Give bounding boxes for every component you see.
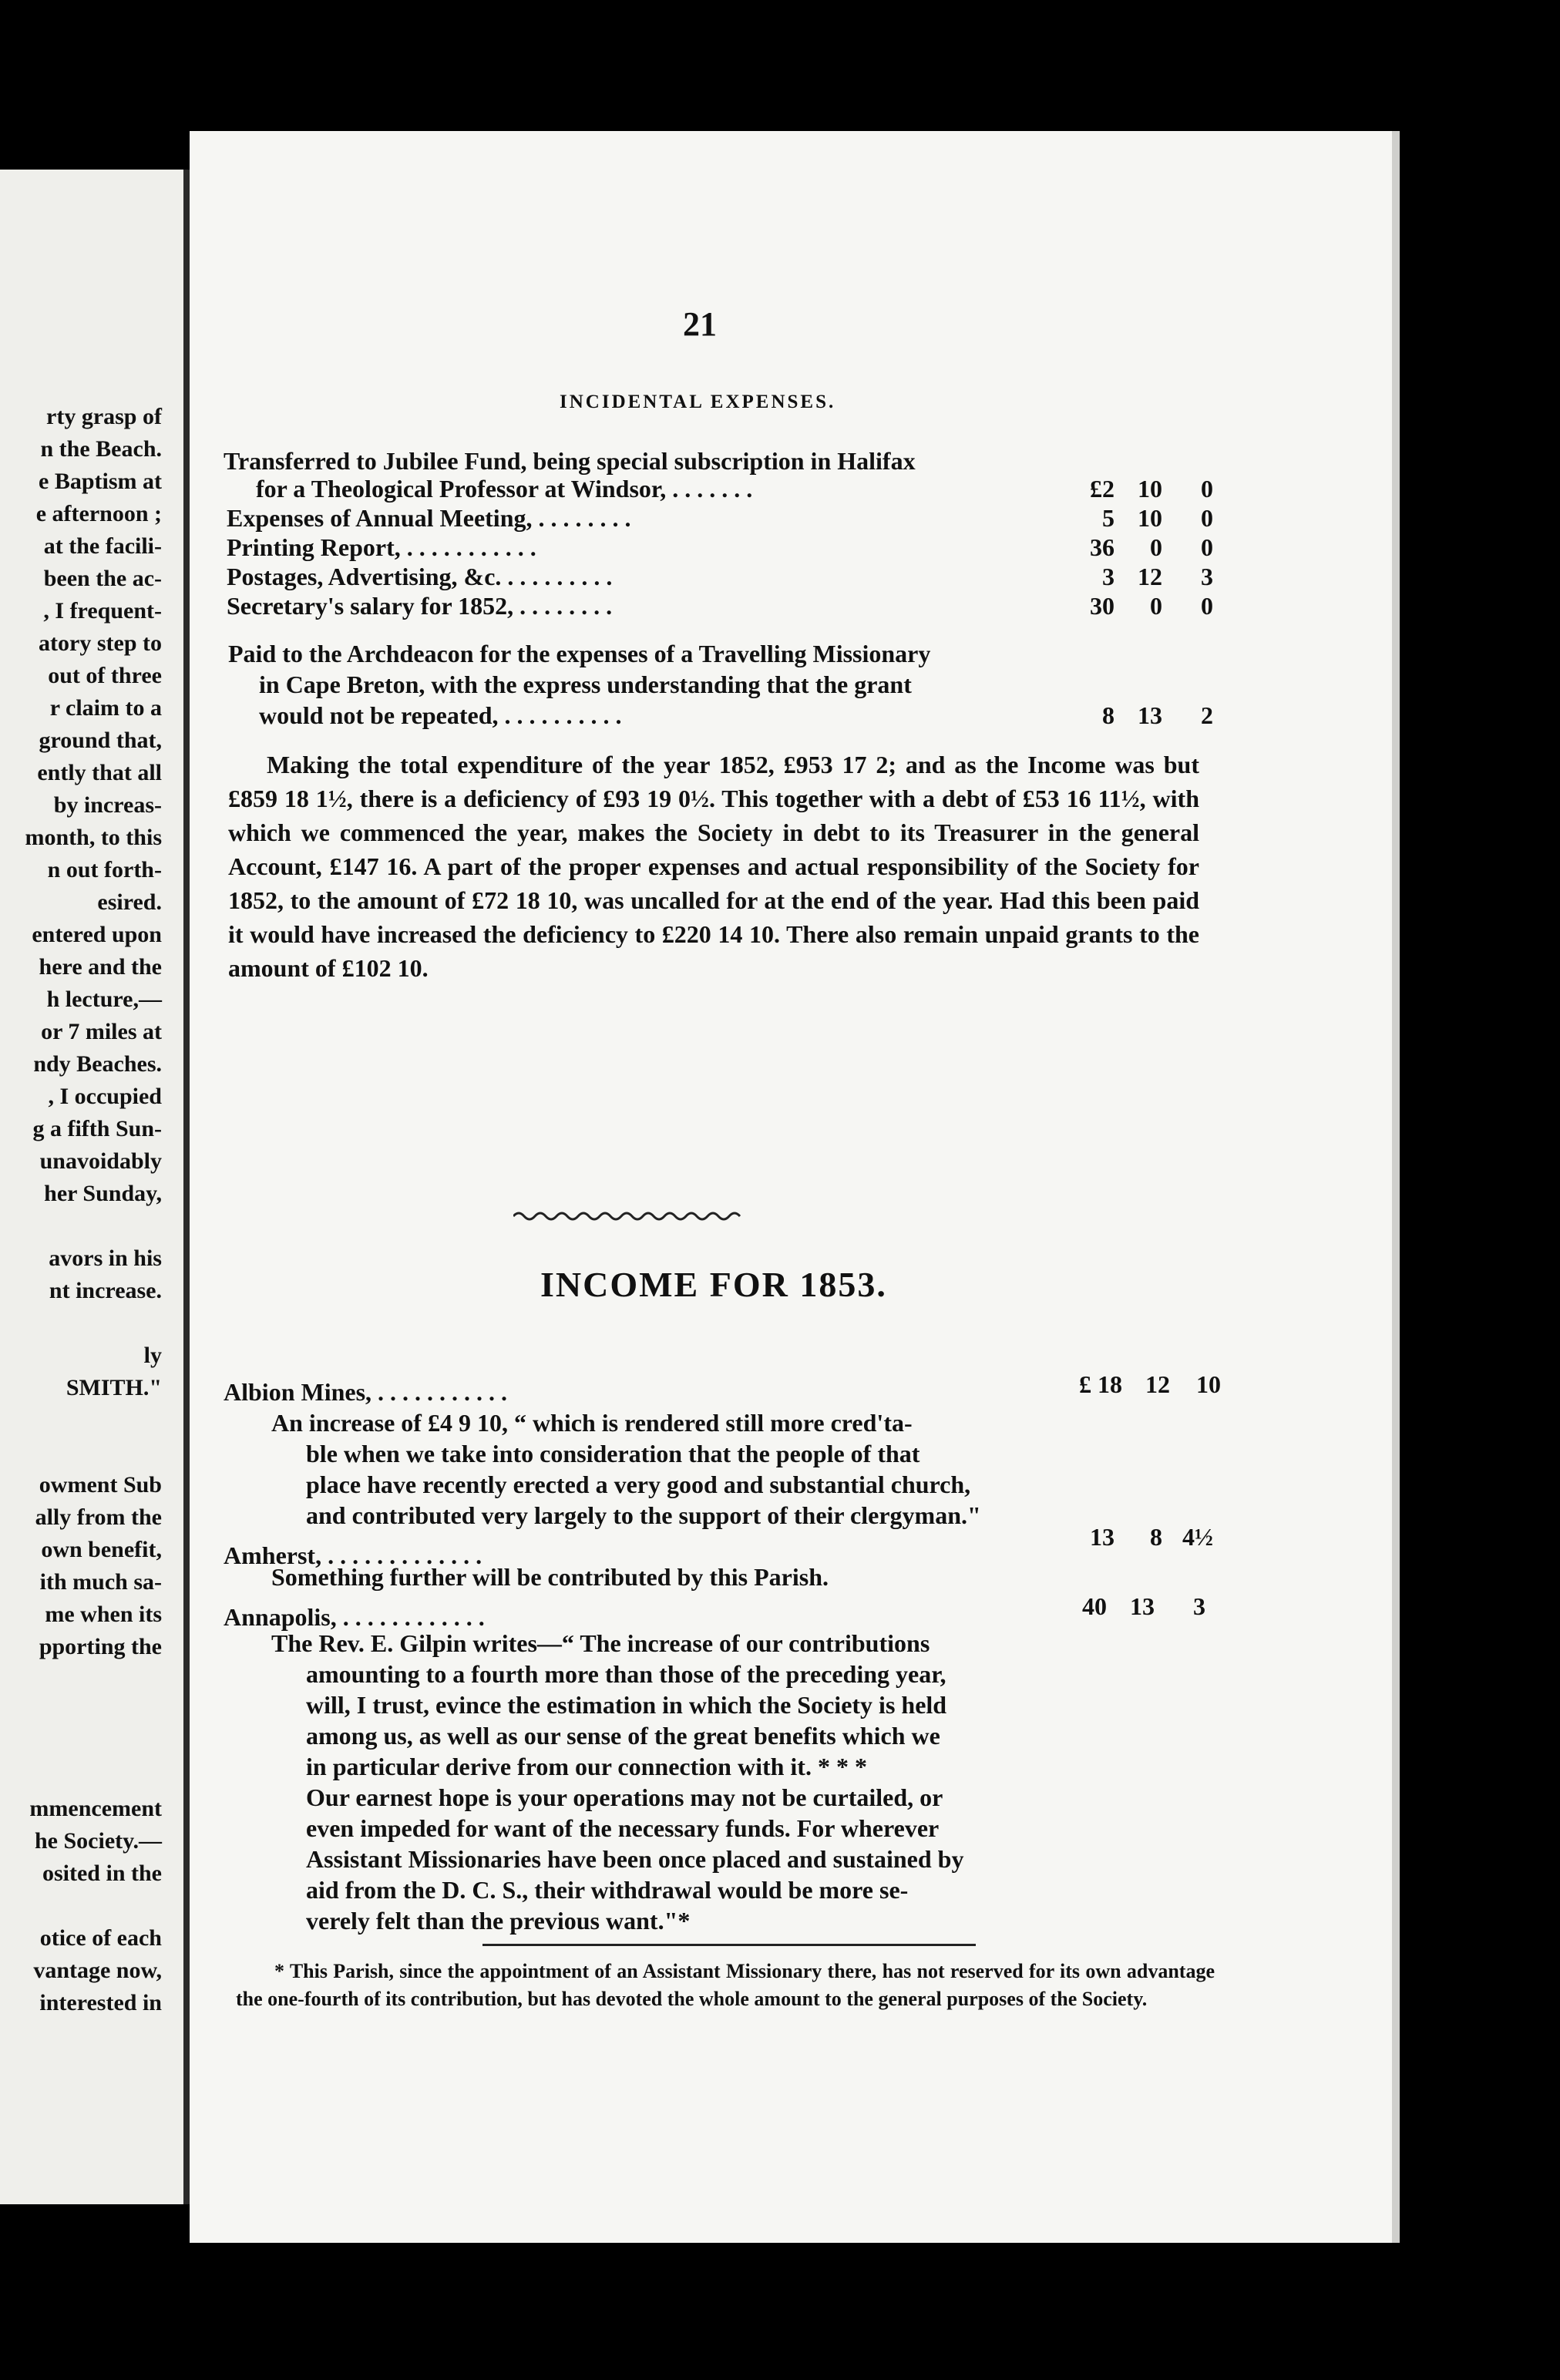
left-page-line: rty grasp of (46, 404, 162, 429)
left-page-line: pporting the (39, 1634, 162, 1659)
left-page-line: own benefit, (41, 1537, 162, 1562)
left-page-line: otice of each (39, 1925, 162, 1951)
left-page-line: vantage now, (33, 1958, 162, 1983)
left-page-line (25, 1210, 162, 1242)
item-line: Expenses of Annual Meeting, . . . . . . . . (227, 504, 631, 532)
item-line: would not be repeated, . . . . . . . . . . (259, 701, 622, 729)
footnote: * This Parish, since the appointment of an Assistant Missionary there, has not reserved for its own advantage the one-fourth of its contribution, but has devoted the whole amount to the general purposes of the Society. (236, 1960, 1215, 2010)
left-page-line (25, 1663, 162, 1696)
left-page-line (25, 1728, 162, 1760)
amount: 40 13 3 (1082, 1592, 1205, 1620)
page-number: 21 (683, 305, 717, 343)
left-page-line: esired. (97, 889, 162, 915)
left-page-line: r claim to a (49, 695, 162, 721)
left-page-line: e afternoon ; (35, 501, 162, 526)
item-line: Paid to the Archdeacon for the expenses of a Travelling Missionary (228, 640, 931, 667)
footnote-rule (482, 1944, 976, 1946)
left-page-line (25, 1890, 162, 1922)
left-page-line: ndy Beaches. (33, 1051, 162, 1077)
left-page-line (25, 1437, 162, 1469)
income-note: The Rev. E. Gilpin writes—“ The increase of our contributions amounting to a fourth more than those of the preceding year, will, I trust, evince the estimation in which the Society is held among us, as well as our sense of the great benefits which we in particular derive from our connection with it. * * * Our earnest hope is your operations may not be curtailed, or even impeded for want of the necessary funds. For wherever Assistant Missionaries have been once placed and sustained by aid from the D. C. S., their withdrawal would be more se- verely felt than the previous want."* (271, 1629, 964, 1935)
left-page (0, 170, 183, 2204)
left-page-line: by increas- (53, 792, 162, 818)
amount: 36 0 0 (1090, 533, 1213, 561)
left-page-line: osited in the (42, 1861, 162, 1886)
left-page-line: h lecture,— (46, 987, 162, 1012)
incidental-heading: INCIDENTAL EXPENSES. (560, 392, 836, 412)
page (190, 131, 1392, 2243)
item-line: Postages, Advertising, &c. . . . . . . . . . (227, 563, 613, 590)
item-line: in Cape Breton, with the express understanding that the grant (259, 671, 912, 698)
left-page-line: owment Sub (39, 1472, 162, 1498)
left-page-line: ally from the (35, 1504, 162, 1530)
income-place: Albion Mines, . . . . . . . . . . . (224, 1378, 508, 1406)
left-page-line (25, 1404, 162, 1437)
left-page-line: e Baptism at (39, 469, 162, 494)
left-page-line: nt increase. (49, 1278, 162, 1303)
left-page-line: n out forth- (47, 857, 162, 882)
income-note: Something further will be contributed by this Parish. (271, 1563, 829, 1591)
amount: 8 13 2 (1102, 701, 1213, 729)
deficiency-paragraph: Making the total expenditure of the year 1852, £953 17 2; and as the Income was but £859 18 1½, there is a deficiency of £93 19 0½. This together with a debt of £53 16 11½, with which we commenced the year, makes the Society in debt to its Treasurer in the general Account, £147 16. A part of the proper expenses and actual responsibility of the Society for 1852, to the amount of £72 18 10, was uncalled for at the end of the year. Had this been paid it would have increased the deficiency to £220 14 10. There also remain unpaid grants to the amount of £102 10. (228, 751, 1199, 982)
left-page-line: me when its (45, 1602, 162, 1627)
left-page-line: entered upon (32, 922, 162, 947)
left-page-line: atory step to (39, 630, 162, 656)
item-line: Printing Report, . . . . . . . . . . . (227, 533, 536, 561)
left-page-line: ly (143, 1343, 162, 1368)
item-line: Secretary's salary for 1852, . . . . . . . . (227, 592, 613, 620)
left-page-line: month, to this (25, 825, 162, 850)
income-note: An increase of £4 9 10, “ which is rendered still more cred'ta- ble when we take into consideration that the people of that place have recently erected a very good and substantial church, and contributed very largely to the support of their clergyman." (271, 1409, 981, 1529)
income-place: Annapolis, . . . . . . . . . . . . (224, 1603, 485, 1631)
left-page-line: her Sunday, (44, 1181, 162, 1206)
amount: 13 8 4½ (1090, 1523, 1213, 1551)
amount: £ 18 12 10 (1079, 1370, 1221, 1398)
left-page-line: or 7 miles at (41, 1019, 162, 1044)
income-place: Amherst, . . . . . . . . . . . . . (224, 1541, 482, 1569)
left-page-line: ently that all (37, 760, 162, 785)
left-page-line: avors in his (49, 1245, 162, 1271)
item-line: Transferred to Jubilee Fund, being special subscription in Halifax (224, 447, 916, 475)
wavy-divider (513, 1208, 745, 1224)
left-page-line (25, 1307, 162, 1340)
left-page-line: at the facili- (43, 533, 162, 559)
left-page-line: g a fifth Sun- (32, 1116, 162, 1141)
item-line: for a Theological Professor at Windsor, . . . . . . . (256, 475, 753, 503)
left-page-line: SMITH." (66, 1375, 162, 1400)
left-page-line: here and the (39, 954, 162, 980)
income-heading: INCOME FOR 1853. (540, 1265, 887, 1304)
left-page-line: , I frequent- (43, 598, 162, 624)
amount: £2 10 0 (1090, 475, 1213, 503)
amount: 3 12 3 (1102, 563, 1213, 590)
left-page-line: he Society.— (35, 1828, 162, 1854)
left-page-text (25, 401, 162, 2019)
left-page-line: unavoidably (39, 1148, 162, 1174)
left-page-line: ground that, (39, 728, 162, 753)
left-page-line (25, 1760, 162, 1793)
left-page-line: been the ac- (43, 566, 162, 591)
page-edge (1392, 131, 1400, 2243)
left-page-line (25, 1696, 162, 1728)
left-page-line: , I occupied (48, 1084, 162, 1109)
left-page-line: mmencement (29, 1796, 162, 1821)
amount: 5 10 0 (1102, 504, 1213, 532)
page-gutter (183, 170, 190, 2204)
amount: 30 0 0 (1090, 592, 1213, 620)
left-page-line: ith much sa- (39, 1569, 162, 1595)
left-page-line: out of three (48, 663, 162, 688)
left-page-line: n the Beach. (40, 436, 162, 462)
left-page-line: interested in (39, 1990, 162, 2015)
